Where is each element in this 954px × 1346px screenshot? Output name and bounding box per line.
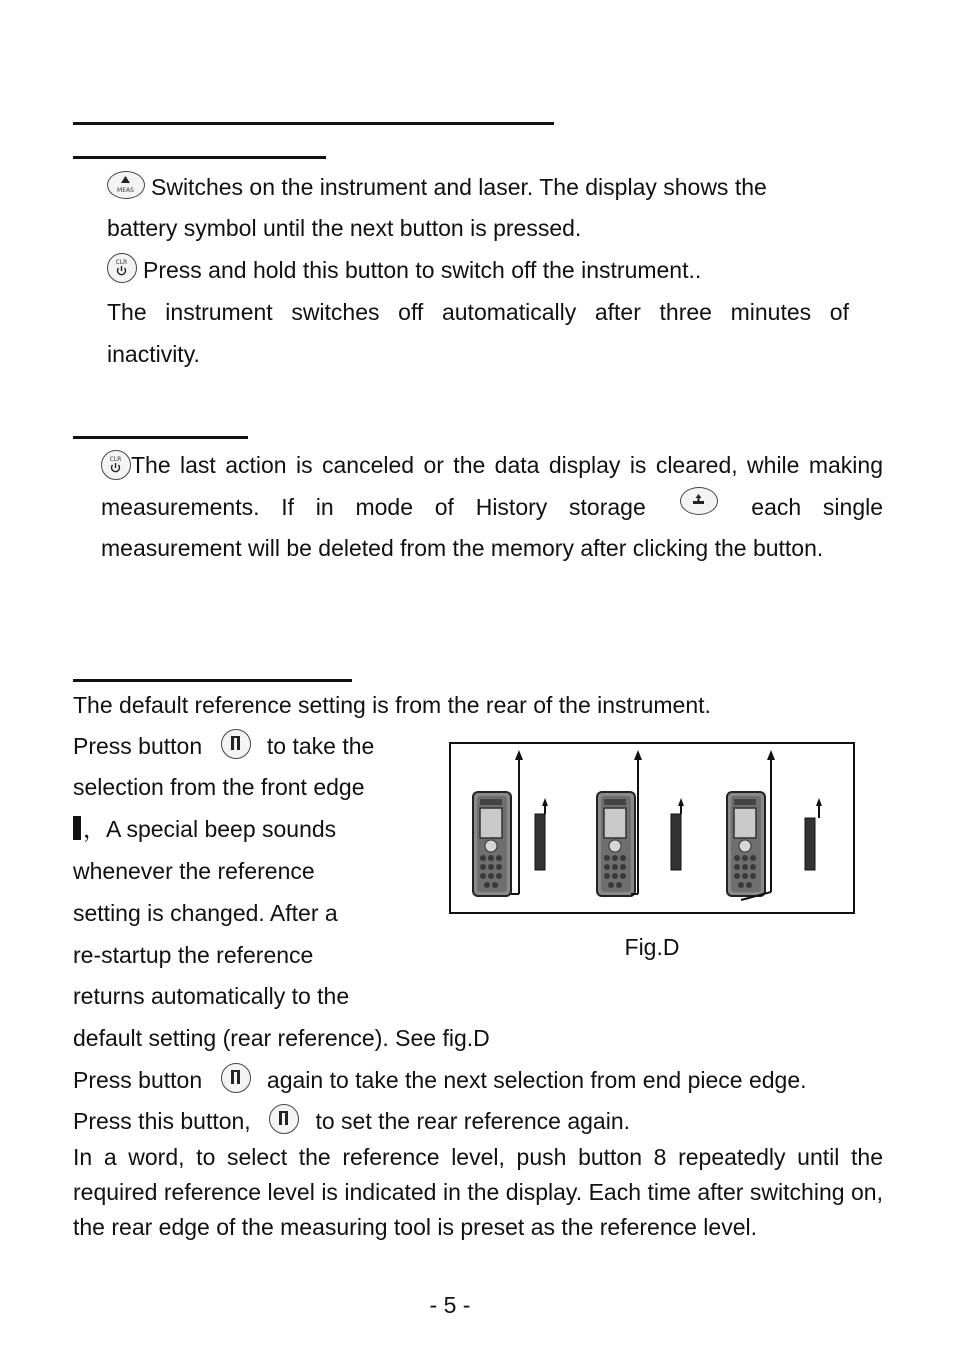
section1-line1: MEAS Switches on the instrument and laser. The display shows the [105, 173, 767, 203]
device-rear-reference [473, 750, 548, 896]
reference-col-line2: selection from the front edge [73, 774, 365, 800]
history-storage-icon [680, 487, 718, 515]
meas-button-icon [107, 171, 145, 199]
reference-col-line1: Press button to take the [73, 732, 374, 763]
reference-line10: Press this button, to set the rear reference again. [73, 1107, 630, 1138]
reference-paragraph: In a word, to select the reference level, push button 8 repeatedly until the required reference level is indicated in the display. Each time after switching on, the rear edge of the measuring tool is preset as the reference level. [73, 1144, 883, 1240]
heading-rule-reference [73, 679, 352, 682]
svg-text:MEAS: MEAS [117, 186, 134, 194]
reference-line9: Press button again to take the next selection from end piece edge. [73, 1066, 807, 1097]
figure-d [449, 742, 855, 914]
reference-col-line4: whenever the reference [73, 858, 315, 884]
clr-power-button-icon [107, 253, 137, 283]
clr-power-button-icon [101, 450, 131, 480]
page-number: - 5 - [429, 1292, 471, 1318]
reference-intro: The default reference setting is from the rear of the instrument. [73, 692, 711, 718]
title-rule [73, 122, 554, 125]
reference-col-line6: re-startup the reference [73, 942, 314, 968]
device-end-piece-reference [727, 750, 822, 900]
reference-button-icon [269, 1104, 299, 1134]
device-front-reference [597, 750, 684, 896]
section1-line4: The instrument switches off automatically after three minutes of [107, 299, 849, 325]
svg-text:CLR: CLR [109, 455, 122, 463]
figure-d-illustration [451, 744, 853, 912]
section1-line2: battery symbol until the next button is pressed. [107, 215, 582, 241]
section2-paragraph: CLR The last action is canceled or the data display is cleared, while making measurements. If in mode of History storage each single measurement will be deleted from the memory after clicking the button. [101, 445, 883, 570]
reference-col-line5: setting is changed. After a [73, 900, 338, 926]
reference-col-line3: ，A special beep sounds [73, 815, 336, 843]
section1-line5: inactivity. [107, 341, 200, 367]
reference-line8: default setting (rear reference). See fig.D [73, 1025, 490, 1051]
reference-button-icon [221, 1063, 251, 1093]
reference-button-icon [221, 729, 251, 759]
figure-caption: Fig.D [624, 934, 680, 960]
front-edge-reference-icon [73, 816, 81, 840]
reference-col-line7: returns automatically to the [73, 983, 350, 1009]
heading-rule-on-off [73, 156, 326, 159]
section1-line3: CLR Press and hold this button to switch off the instrument.. [105, 256, 701, 287]
heading-rule-clear [73, 436, 248, 439]
svg-text:CLR: CLR [115, 258, 128, 266]
